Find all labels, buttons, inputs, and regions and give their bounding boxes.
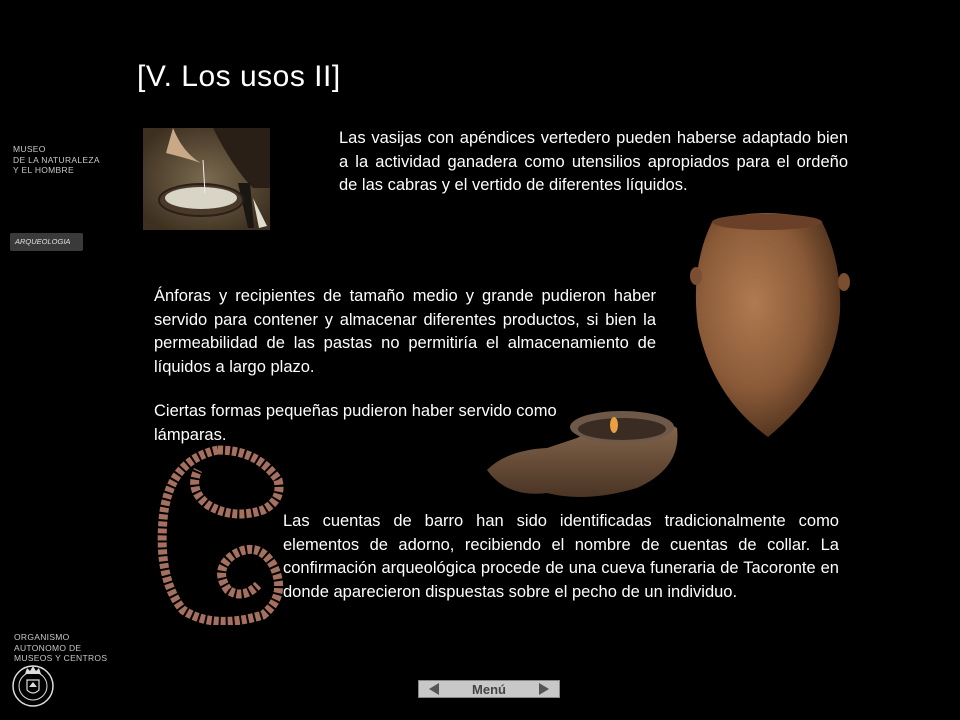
menu-nav-bar [418, 680, 560, 698]
menu-button[interactable]: Menú [472, 681, 506, 697]
paragraph-spouted-vessels: Las vasijas con apéndices vertedero pueden haberse adaptado bien a la actividad ganadera como utensilios apropiados para el ordeño de las cabras y el vertido de diferentes líquidos. [339, 129, 848, 194]
cabildo-seal-icon [10, 660, 56, 708]
paragraph-lamps: Ciertas formas pequeñas pudieron haber servido como lámparas. [154, 402, 557, 444]
museum-logo [13, 144, 123, 176]
museum-line: DE LA NATURALEZA [13, 154, 100, 165]
paragraph-clay-beads: Las cuentas de barro han sido identificadas tradicionalmente como elementos de adorno, recibiendo el nombre de cuentas de collar. La confirmación arqueológica procede de una cueva funeraria de Tacoronte en donde aparecieron dispuestas sobre el pecho de un individuo. [283, 512, 839, 601]
org-line: MUSEOS Y CENTROS [14, 653, 108, 663]
milking-photo [143, 128, 270, 230]
amphora-photo [672, 204, 860, 444]
necklace-photo [148, 440, 298, 625]
paragraph-amphoras: Ánforas y recipientes de tamaño medio y grande pudieron haber servido para contener y almacenar diferentes productos, si bien la permeabilidad de las pastas no permitiría el almacenamiento de líquidos a largo plazo. [154, 287, 656, 376]
section-badge: ARQUEOLOGIA [10, 233, 83, 251]
previous-arrow-icon[interactable] [429, 683, 439, 695]
museum-line: MUSEO [13, 144, 46, 154]
org-line: AUTONOMO DE [14, 642, 82, 653]
next-arrow-icon[interactable] [539, 683, 549, 695]
org-line: ORGANISMO [14, 632, 70, 642]
organisation-logo [14, 632, 124, 664]
page-title: [V. Los usos II] [137, 60, 341, 93]
museum-line: Y EL HOMBRE [13, 165, 74, 175]
